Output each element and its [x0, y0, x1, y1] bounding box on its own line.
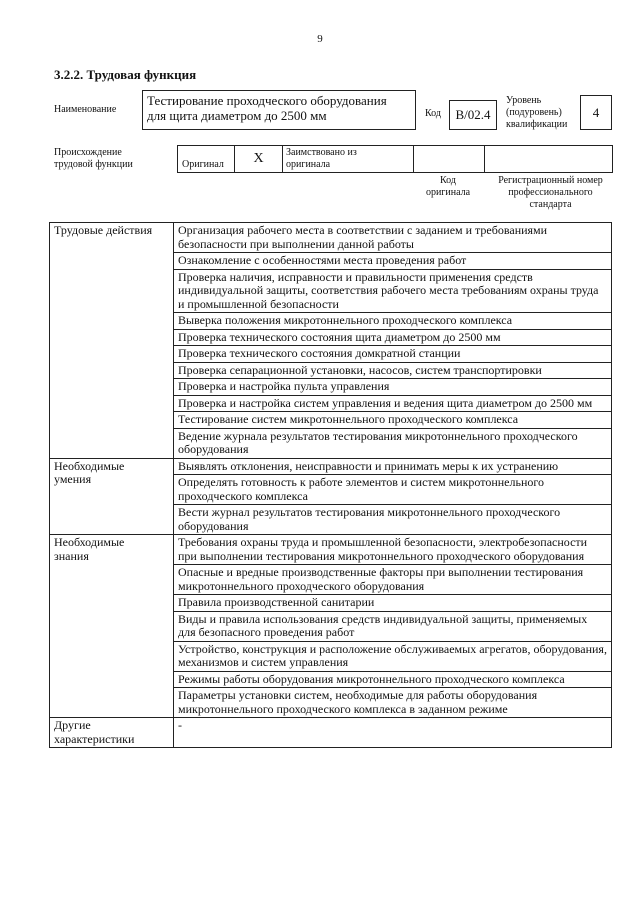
borrowed-label [283, 146, 413, 172]
knowledge-item: Устройство, конструкция и расположение обслуживаемых агрегатов, оборудования, механизмов и систем управления [174, 641, 612, 671]
level-value: 4 [580, 95, 612, 130]
origin-label-line1: Происхождение [54, 147, 122, 158]
action-item: Ознакомление с особенностями места проведения работ [174, 253, 612, 270]
reg-caption [488, 175, 613, 211]
knowledge-label-line1: Необходимые [54, 535, 125, 549]
action-item: Выверка положения микротоннельного проходческого комплекса [174, 313, 612, 330]
reg-caption-line2: профессионального [508, 187, 593, 198]
code-caption [413, 175, 483, 199]
knowledge-item: Режимы работы оборудования микротоннельного проходческого комплекса [174, 671, 612, 688]
origin-label-line2: трудовой функции [54, 159, 133, 170]
table-row [50, 535, 612, 565]
action-item: Проверка технического состояния домкратной станции [174, 346, 612, 363]
knowledge-label-line2: знания [54, 548, 89, 563]
other-label-line1: Другие [54, 718, 91, 732]
action-item: Ведение журнала результатов тестирования микротоннельного проходческого оборудования [174, 428, 612, 458]
action-item: Проверка и настройка систем управления и ведения щита диаметром до 2500 мм [174, 395, 612, 412]
skills-label [50, 458, 174, 535]
reg-number-cell [484, 145, 613, 173]
skills-label-line1: Необходимые [54, 458, 125, 473]
action-item: Тестирование систем микротоннельного проходческого комплекса [174, 412, 612, 429]
table-row [50, 718, 612, 748]
action-item: Организация рабочего места в соответствии с заданием и требованиями безопасности при выполнении данной работы [174, 223, 612, 253]
knowledge-item: Параметры установки систем, необходимые для работы оборудования микротоннельного проходческого комплекса в заданном режиме [174, 688, 612, 718]
reg-caption-line3: стандарта [529, 199, 572, 210]
skill-item: Определять готовность к работе элементов и систем микротоннельного проходческого комплекса [174, 475, 612, 505]
function-name-line2: для щита диаметром до 2500 мм [147, 108, 327, 123]
borrowed-cell [282, 145, 414, 173]
original-mark: X [234, 145, 283, 173]
reg-caption-line1: Регистрационный номер [498, 175, 603, 186]
function-name-box [142, 90, 416, 130]
knowledge-item: Опасные и вредные производственные факторы при выполнении тестирования микротоннельного проходческого оборудования [174, 565, 612, 595]
knowledge-label [50, 535, 174, 718]
action-item: Проверка сепарационной установки, насосов, систем транспортировки [174, 362, 612, 379]
other-value: - [174, 718, 612, 748]
name-label: Наименование [54, 104, 117, 115]
level-label-line3: квалификации [506, 119, 568, 130]
skill-item: Вести журнал результатов тестирования микротоннельного проходческого оборудования [174, 505, 612, 535]
action-item: Проверка технического состояния щита диаметром до 2500 мм [174, 329, 612, 346]
code-value: B/02.4 [449, 100, 497, 130]
original-code-cell [413, 145, 485, 173]
level-label-line2: (подуровень) [506, 107, 562, 118]
function-name-line1: Тестирование проходческого оборудования [147, 93, 387, 108]
function-table [49, 222, 612, 748]
knowledge-item: Правила производственной санитарии [174, 595, 612, 612]
page-number: 9 [317, 33, 323, 45]
original-cell [177, 145, 235, 173]
other-label-line2: характеристики [54, 731, 135, 746]
action-item: Проверка наличия, исправности и правильности применения средств индивидуальной защиты, соответствия рабочего места требованиям охраны труда и промышленной безопасности [174, 269, 612, 313]
table-row [50, 458, 612, 475]
table-row [50, 223, 612, 253]
knowledge-group [50, 535, 612, 718]
other-group [50, 718, 612, 748]
code-label: Код [425, 108, 441, 119]
level-label [506, 95, 567, 131]
knowledge-item: Виды и правила использования средств индивидуальной защиты, применяемых для безопасного проведения работ [174, 611, 612, 641]
origin-label [54, 147, 133, 171]
borrowed-line1: Заимствовано из [286, 147, 357, 158]
section-title: 3.2.2. Трудовая функция [54, 67, 197, 82]
other-label [50, 718, 174, 748]
borrowed-line2: оригинала [286, 159, 331, 170]
skill-item: Выявлять отклонения, неисправности и принимать меры к их устранению [174, 458, 612, 475]
code-caption-line1: Код [440, 175, 456, 186]
level-label-line1: Уровень [506, 95, 542, 106]
actions-label: Трудовые действия [50, 223, 174, 459]
skills-group [50, 458, 612, 535]
skills-label-line2: умения [54, 472, 92, 486]
code-caption-line2: оригинала [425, 187, 471, 198]
original-label: Оригинал [182, 159, 224, 170]
actions-group [50, 223, 612, 459]
action-item: Проверка и настройка пульта управления [174, 379, 612, 396]
knowledge-item: Требования охраны труда и промышленной безопасности, электробезопасности при выполнении тестирования микротоннельного проходческого оборудования [174, 535, 612, 565]
origin-row [177, 145, 613, 173]
